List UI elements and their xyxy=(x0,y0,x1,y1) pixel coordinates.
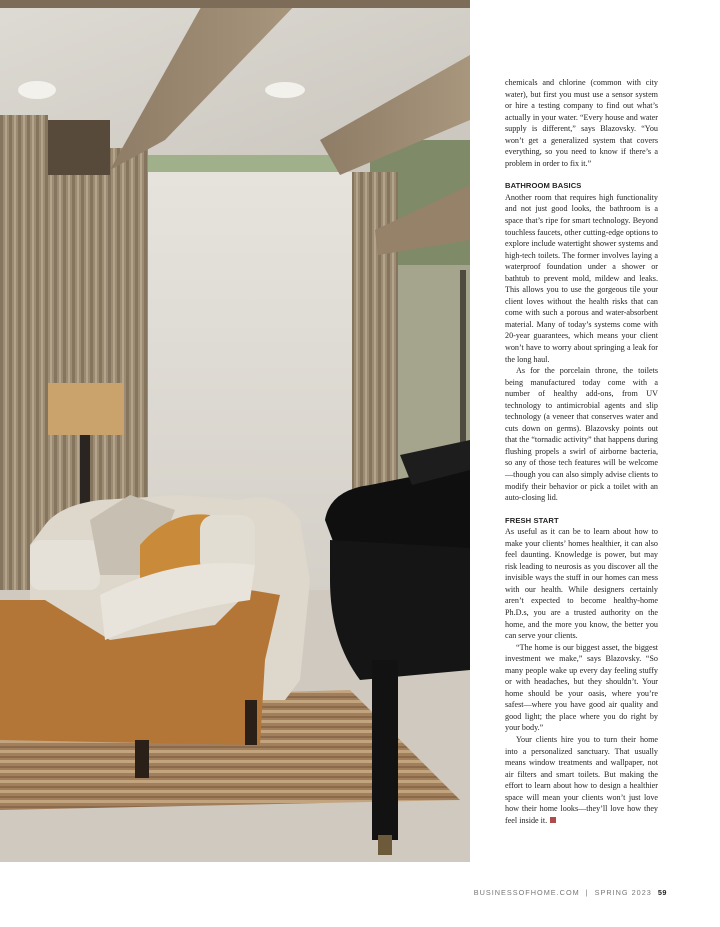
body-paragraph: Another room that requires high functionality and not just good looks, the bathroom is a space that’s ripe for smart technology. Beyond touchless faucets, other cutting-edge options to explore include watertight shower systems and high-tech toilets. The former involves laying a waterproof foundation under a shower or bathtub to prevent mold, mildew and leaks. This allows you to use the gorgeous tile your client loves without the health risks that can come with such a porous and water-absorbent material. Many of today’s systems come with 20-year guarantees, which means your client won’t have to worry about springing a leak for the long haul. xyxy=(505,192,658,364)
page-footer xyxy=(474,888,667,897)
table-lamp-shade xyxy=(48,383,124,435)
body-paragraph: As useful as it can be to learn about how to make your clients’ homes healthier, it can also feel daunting. Knowledge is power, but may risk leading to neurosis as you discover all the invisible ways the stuff in our homes can mess with our health. While designers certainly aren’t expected to become healthy-home Ph.D.s, you are a trusted authority on the home, and the more you know, the better you can serve your clients. xyxy=(505,527,658,641)
section-heading: FRESH START xyxy=(505,515,559,525)
chair-leg-back xyxy=(245,700,257,745)
sofa-arm xyxy=(30,540,100,590)
ceiling-edge xyxy=(0,0,470,8)
dark-alcove xyxy=(48,120,110,175)
body-paragraph: chemicals and chlorine (common with city water), but first you must use a sensor system or hire a testing company to find out what’s actually in your water. “Every house and water supply is different,” says Blazovsky. “You won’t get a generalized system that covers everything, so you need to know if there’s a problem in order to fix it.” xyxy=(505,78,658,168)
section-gap xyxy=(505,169,658,180)
body-paragraph: As for the porcelain throne, the toilets being manufactured today come with a number of healthy add-ons, from UV technology to antimicrobial agents and slip technology (a veneer that conserves water and cuts down on germs). Blazovsky points out that the “tornadic activity” that happens during flushing propels a swirl of airborne bacteria, so any of those tech features will be welcome—though you can also simply advise clients to modify their behavior or pick a toilet with an auto-closing lid. xyxy=(505,366,658,503)
ceiling-light-left xyxy=(18,81,56,99)
end-mark xyxy=(550,817,556,823)
publication-url: BUSINESSOFHOME.COM xyxy=(473,888,580,897)
ceiling-light-right xyxy=(265,82,305,98)
piano-caster xyxy=(378,835,392,855)
chair-leg xyxy=(135,740,149,778)
article-column xyxy=(505,77,658,826)
piano-leg xyxy=(372,660,398,840)
section-heading: BATHROOM BASICS xyxy=(505,181,582,191)
page-number: 59 xyxy=(657,888,667,897)
section-gap xyxy=(505,504,658,515)
footer-separator: | xyxy=(585,888,589,897)
stone-wall-left xyxy=(0,115,48,595)
issue-label: SPRING 2023 xyxy=(594,888,652,897)
body-paragraph: Your clients hire you to turn their home into a personalized sanctuary. That usually means window treatments and wallpaper, not air filters and smart toilets. But making the effort to learn about how to design a healthier space will mean your clients won’t just love how their home looks—they’ll love how they feel inside it. xyxy=(505,734,658,825)
body-paragraph: “The home is our biggest asset, the biggest investment we make,” says Blazovsky. “So many people wake up every day feeling stuffy or with headaches, but they shouldn’t. Your home should be your oasis, where you’re safest—where you have good air quality and good light; the place where you do right by your body.” xyxy=(505,642,658,733)
piano-body xyxy=(330,540,470,680)
clerestory-window xyxy=(140,155,340,173)
